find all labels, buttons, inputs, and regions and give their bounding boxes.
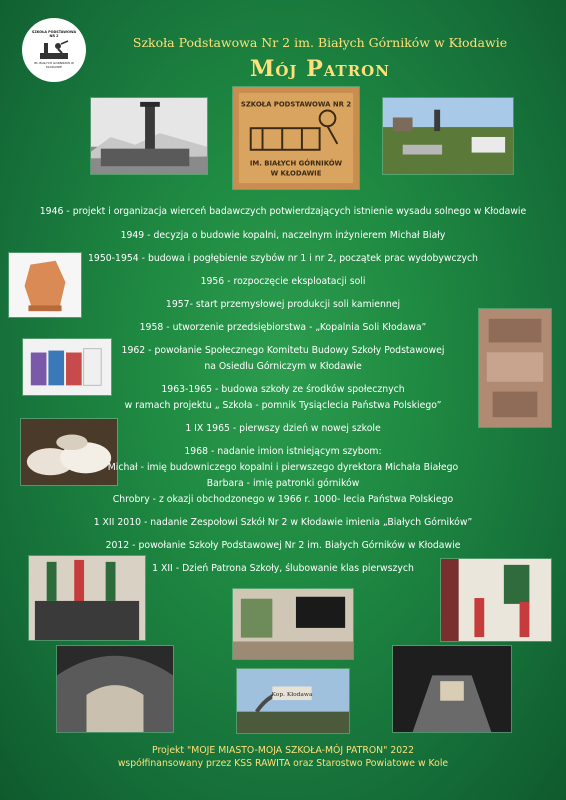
sign-text: Kop. Kłodawa — [271, 692, 313, 699]
timeline-entry: 1962 - powołanie Społecznego Komitetu Budowy Szkoły Podstawowej — [121, 345, 445, 356]
timeline-entry: Chrobry - z okazji obchodzonego w 1966 r. 1000- lecia Państwa Polskiego — [112, 494, 454, 505]
school-banner-photo — [440, 558, 552, 642]
timeline-entry: 1950-1954 - budowa i pogłębienie szybów nr 1 i nr 2, początek prac wydobywczych — [88, 253, 478, 264]
timeline-entry: 1949 - decyzja o budowie kopalni, naczelnym inżynierem Michał Biały — [120, 230, 446, 241]
timeline-entry: 1963-1965 - budowa szkoły ze środków społecznych — [161, 384, 405, 395]
footer-project — [40, 744, 526, 771]
school-poster-photo — [232, 86, 360, 190]
historic-mine-photo — [90, 97, 208, 175]
timeline-entry: Barbara - imię patronki górników — [206, 478, 360, 489]
timeline-entry: na Osiedlu Górniczym w Kłodawie — [204, 361, 362, 372]
logo-bottom-text: IM. BIAŁYCH GÓRNIKÓW W KŁODAWIE — [34, 61, 74, 69]
timeline-entry: 1968 - nadanie imion istniejącym szybom: — [184, 446, 382, 457]
page-title: Mój Patron — [250, 56, 390, 82]
timeline-entry: 2012 - powołanie Szkoły Podstawowej Nr 2 im. Białych Górników w Kłodawie — [105, 540, 461, 551]
logo-top-text: SZKOŁA PODSTAWOWA NR 2 — [31, 29, 77, 38]
timeline-entry: 1956 - rozpoczęcie eksploatacji soli — [200, 276, 366, 287]
school-logo — [22, 18, 86, 82]
underground-chamber-photo — [56, 645, 174, 733]
mine-sign-photo — [236, 668, 350, 734]
footer-line2: współfinansowany przez KSS RAWITA oraz Starostwo Powiatowe w Kole — [117, 758, 449, 770]
timeline-entry: 1946 - projekt i organizacja wierceń badawczych potwierdzających istnienie wysadu solnego w Kłodawie — [39, 206, 527, 217]
poster-line2: IM. BIAŁYCH GÓRNIKÓW — [249, 159, 343, 168]
timeline-entry: w ramach projektu „ Szkoła - pomnik Tysiąclecia Państwa Polskiego” — [124, 400, 442, 411]
timeline-entry: Michał - imię budowniczego kopalni i pierwszego dyrektora Michała Białego — [107, 462, 459, 473]
aerial-mine-photo — [382, 97, 514, 175]
timeline-entry: 1 IX 1965 - pierwszy dzień w nowej szkole — [185, 423, 381, 434]
timeline-entry: 1 XII - Dzień Patrona Szkoły, ślubowanie klas pierwszych — [152, 563, 414, 574]
timeline-entry: 1958 - utworzenie przedsiębiorstwa - „Kopalnia Soli Kłodawa” — [139, 322, 427, 333]
ceremony-flags-photo — [28, 555, 146, 641]
miner-icon — [34, 39, 74, 61]
timeline-entry: 1957- start przemysłowej produkcji soli kamiennej — [165, 299, 401, 310]
timeline-entry: 1 XII 2010 - nadanie Zespołowi Szkół Nr 2 w Kłodawie imienia „Białych Górników” — [93, 517, 473, 528]
underground-corridor-photo — [392, 645, 512, 733]
footer-line1: Projekt "MOJE MIASTO-MOJA SZKOŁA-MÓJ PATRON" 2022 — [152, 745, 414, 756]
memorial-room-photo — [232, 588, 354, 660]
poster-line1: SZKOŁA PODSTAWOWA NR 2 — [240, 100, 352, 109]
school-name: Szkoła Podstawowa Nr 2 im. Białych Górników w Kłodawie — [132, 35, 508, 50]
poster-line3: W KŁODAWIE — [270, 169, 322, 178]
